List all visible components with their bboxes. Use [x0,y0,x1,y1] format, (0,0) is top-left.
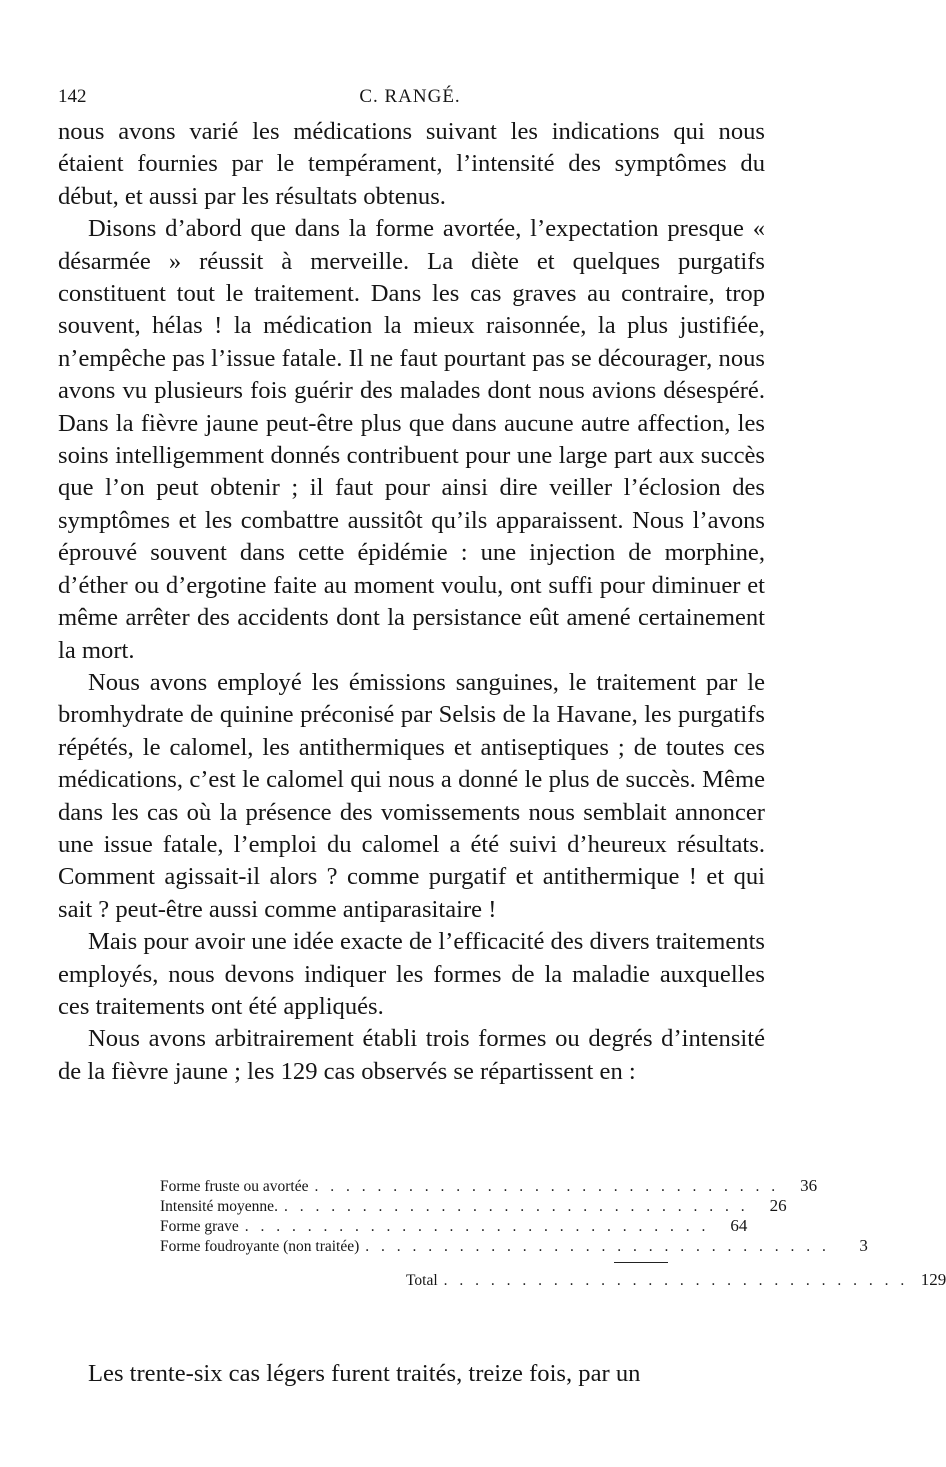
paragraph: nous avons varié les médications suivant les indications qui nous étaient fournies par le tempérament, l’intensité des symptômes du début, et aussi par les résultats obtenus. [58,118,765,210]
total-label: Total [406,1272,438,1289]
leader-dots: . . . . . . . . . . . . . . . . . . . . . . . . . . . . . . [283,1198,749,1215]
paragraph: Disons d’abord que dans la forme avortée, l’expectation presque « désarmée » réussit à merveille. La diète et quelques purgatifs constituent tout le traitement. Dans les cas graves au contraire, trop souvent, hélas ! la médication la mieux raisonnée, la plus justifiée, n’empêche pas l’issue fatale. Il ne faut pourtant pas se décourager, nous avons vu plusieurs fois guérir des malades dont nous avions désespéré. Dans la fièvre jaune peut-être plus que dans aucune autre affection, les soins intelligemment donnés contribuent pour une large part aux succès que l’on peut obtenir ; il faut pour ainsi dire veiller l’éclosion des symptômes et les combattre aussitôt qu’ils apparaissent. Nous l’avons éprouvé souvent dans cette épidémie : une injection de morphine, d’éther ou d’ergotine faite au moment voulu, ont suffi pour diminuer et même arrêter des accidents dont la persistance eût amené certainement la mort. [58,215,765,664]
tally-value: 36 [800,1176,818,1195]
leader-dots: . . . . . . . . . . . . . . . . . . . . . . . . . . . . . . [244,1218,710,1235]
tally-value: 3 [859,1236,868,1255]
tally-total-row [160,1270,946,1290]
tally-value: 64 [730,1216,748,1235]
body-text [58,116,765,1088]
paragraph: Les trente-six cas légers furent traités, treize fois, par un [88,1360,641,1387]
closing-text [58,1358,765,1390]
sum-rule [614,1262,668,1263]
case-tally-table [160,1176,946,1289]
tally-row [160,1176,818,1196]
tally-label: Forme foudroyante (non traitée) [160,1238,360,1255]
leader-dots: . . . . . . . . . . . . . . . . . . . . . . . . . . . . . . [314,1178,780,1195]
running-title: C. RANGÉ. [359,86,461,107]
tally-row [160,1216,748,1236]
paragraph: Nous avons arbitrairement établi trois formes ou degrés d’intensité de la fièvre jaune ; les 129 cas observés se répartissent en : [58,1025,765,1085]
tally-row [160,1196,787,1216]
tally-value: 26 [769,1196,787,1215]
page-number: 142 [58,86,87,107]
paragraph: Mais pour avoir une idée exacte de l’efficacité des divers traitements employés, nous devons indiquer les formes de la maladie auxquelles ces traitements ont été appliqués. [58,928,765,1020]
page-header [58,86,762,114]
tally-row [160,1236,868,1256]
leader-dots: . . . . . . . . . . . . . . . . . . . . . . . . . . . . . . [443,1272,909,1289]
total-value: 129 [920,1270,946,1289]
tally-label: Intensité moyenne. [160,1198,278,1215]
tally-label: Forme fruste ou avortée [160,1178,309,1195]
leader-dots: . . . . . . . . . . . . . . . . . . . . . . . . . . . . . . [365,1238,830,1255]
tally-label: Forme grave [160,1218,239,1235]
paragraph: Nous avons employé les émissions sanguines, le traitement par le bromhydrate de quinine préconisé par Selsis de la Havane, les purgatifs répétés, le calomel, les antithermiques et antiseptiques ; de toutes ces médications, c’est le calomel qui nous a donné le plus de succès. Même dans les cas où la présence des vomissements nous semblait annoncer une issue fatale, l’emploi du calomel a été suivi d’heureux résultats. Comment agissait-il alors ? comme purgatif et antithermique ! et qui sait ? peut-être aussi comme antiparasitaire ! [58,668,765,923]
